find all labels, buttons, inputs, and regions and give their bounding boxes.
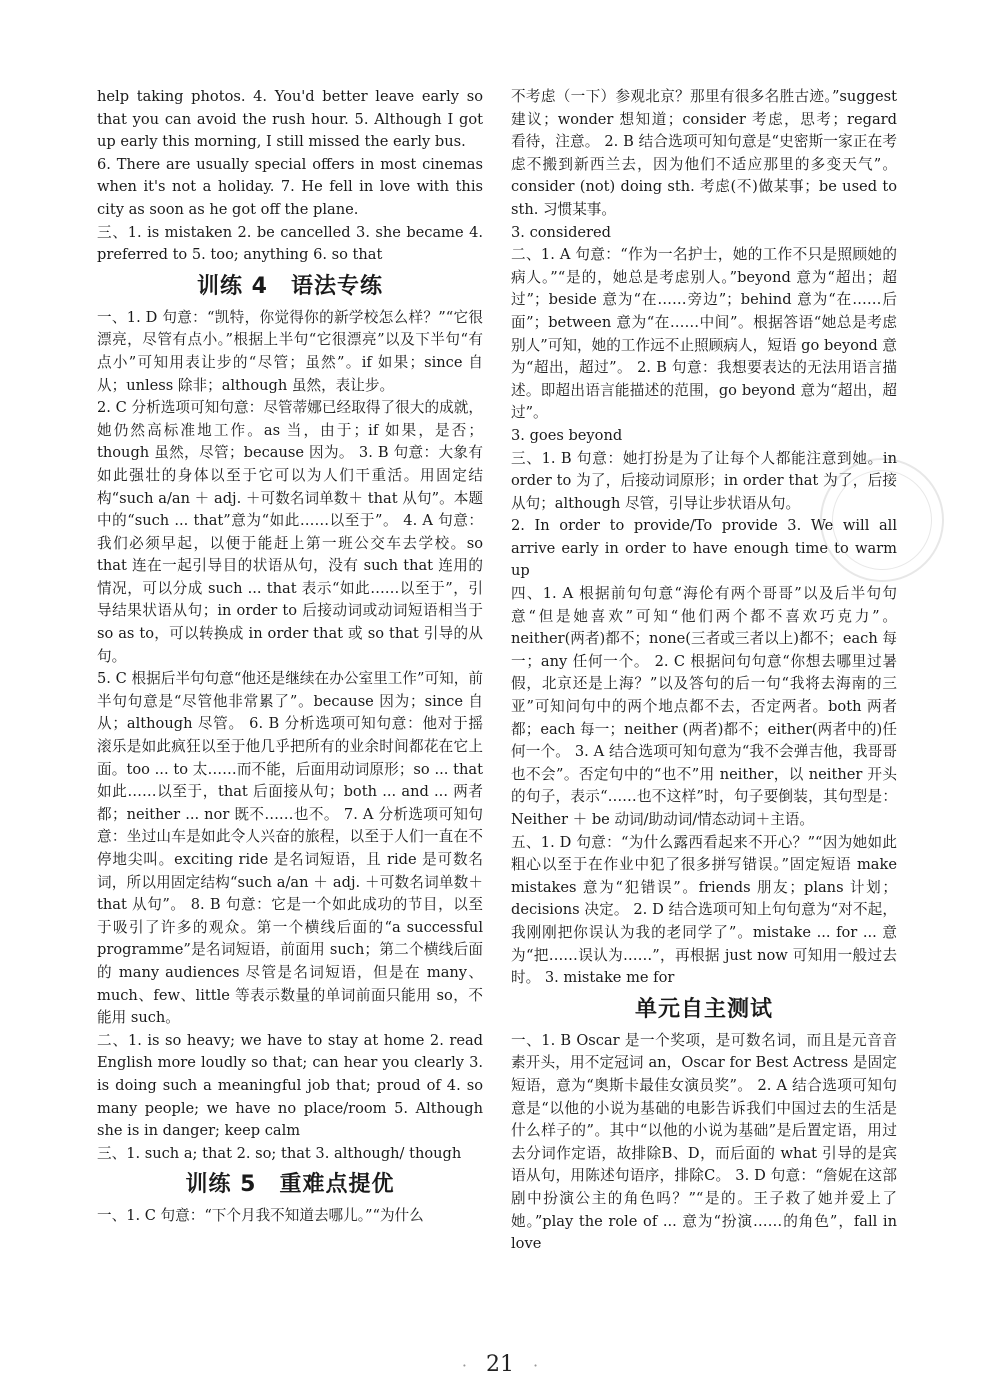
paragraph: 一、1. C 句意：“下个月我不知道去哪儿。”“为什么	[97, 1207, 424, 1225]
paragraph: 二、1. is so heavy; we have to stay at home 2. read English more loudly so that; can hear you clearly 3. is doing such a meaningful job that; proud of 4. so many people; we have no place/room 5. Although she is in danger; keep calm	[97, 1031, 483, 1140]
footer-dot: ·	[461, 1356, 467, 1375]
paragraph: 2. In order to provide/To provide 3. We will all arrive early in order to have enough time to warm up	[511, 517, 897, 580]
paragraph: help taking photos. 4. You'd better leave early so that you can avoid the rush hour. 5. Although I got up early this morning, I still missed the early bus.	[97, 88, 483, 151]
paragraph: 一、1. B Oscar 是一个奖项，是可数名词，而且是元音音素开头，用不定冠词 an，Oscar for Best Actress 是固定短语，意为“奥斯卡最佳女演员奖”。 2. A 结合选项可知句意是“以他的小说为基础的电影告诉我们中国过去的生活是什么样子的”。其中“以他的小说为基础”是后置定语，用过去分词作定语，故排除B、D，而后面的 what 引导的是宾语从句，用陈述句语序，排除C。 3. D 句意：“詹妮在这部剧中扮演公主的角色吗？”“是的。王子救了她并爱上了她。”play the role of ... 意为“扮演……的角色”，fall in love	[511, 1031, 897, 1253]
page-number-footer	[0, 1352, 1000, 1377]
paragraph: 不考虑（一下）参观北京？那里有很多名胜古迹。”suggest 建议；wonder 想知道；consider 考虑，思考；regard 看待，注意。 2. B 结合选项可知句意是“史密斯一家正在考虑不搬到新西兰去，因为他们不适应那里的多变天气”。consider (not) doing sth. 考虑(不)做某事；be used to sth. 习惯某事。	[511, 88, 897, 218]
section-heading-training-5: 训练 5 重难点提优	[185, 1172, 395, 1198]
paragraph: 2. C 分析选项可知句意：尽管蒂娜已经取得了很大的成就，她仍然高标准地工作。as 当，由于；if 如果，是否；though 虽然，尽管；because 因为。 3. B 句意：大象有如此强壮的身体以至于它可以为人们干重活。用固定结构“such a/an ＋ adj. ＋可数名词单数＋ that 从句”。本题中的“such ... that”意为“如此……以至于”。 4. A 句意：我们必须早起，以便于能赶上第一班公交车去学校。so that 连在一起引导目的状语从句，没有 such that 连用的情况，可以分成 such ... that 表示“如此……以至于”，引导结果状语从句；in order to 后接动词或动词短语相当于 so as to，可以转换成 in order that 或 so that 引导的从句。	[97, 399, 483, 665]
paragraph: 三、1. is mistaken 2. be cancelled 3. she became 4. preferred to 5. too; anything 6. so that	[97, 223, 483, 264]
paragraph: 3. considered	[511, 223, 612, 241]
footer-dot: ·	[533, 1356, 539, 1375]
paragraph: 三、1. such a; that 2. so; that 3. although/ though	[97, 1144, 462, 1162]
page-number: 21	[486, 1352, 514, 1377]
paragraph: 3. goes beyond	[511, 426, 623, 444]
section-heading-training-4: 训练 4 语法专练	[197, 273, 383, 299]
left-column	[97, 86, 483, 1228]
section-heading-unit-test: 单元自主测试	[634, 996, 773, 1022]
paragraph: 四、1. A 根据前句句意“海伦有两个哥哥”以及后半句句意“但是她喜欢”可知“他们两个都不喜欢巧克力”。neither(两者)都不；none(三者或三者以上)都不；each 每一；any 任何一个。 2. C 根据问句句意“你想去哪里过暑假，北京还是上海？”以及答句的后一句“我将去海南的三亚”可知问句中的两个地点都不去，否定两者。both 两者都；each 每一；neither (两者)都不；either(两者中的)任何一个。 3. A 结合选项可知句意为“我不会弹吉他，我哥哥也不会”。否定句中的“也不”用 neither，以 neither 开头的句子，表示“……也不这样”时，句子要倒装，其句型是：Neither ＋ be 动词/助动词/情态动词＋主语。	[511, 585, 897, 828]
paragraph: 6. There are usually special offers in most cinemas when it's not a holiday. 7. He fell in love with this city as soon as he got off the plane.	[97, 155, 483, 218]
paragraph: 三、1. B 句意：她打扮是为了让每个人都能注意到她。in order to 为了，后接动词原形；in order that 为了，后接从句；although 尽管，引导让步状语从句。	[511, 449, 897, 512]
paragraph: 5. C 根据后半句句意“他还是继续在办公室里工作”可知，前半句句意是“尽管他非常累了”。because 因为；since 自从；although 尽管。 6. B 分析选项可知句意：他对于摇滚乐是如此疯狂以至于他几乎把所有的业余时间都花在它上面。too ... to 太……而不能，后面用动词原形；so ... that 如此……以至于，that 后面接从句；both ... and ... 两者都；neither ... nor 既不……也不。 7. A 分析选项可知句意：坐过山车是如此令人兴奋的旅程，以至于人们一直在不停地尖叫。exciting ride 是名词短语，且 ride 是可数名词，所以用固定结构“such a/an ＋ adj. ＋可数名词单数＋ that 从句”。 8. B 句意：它是一个如此成功的节目，以至于吸引了许多的观众。第一个横线后面的“a successful programme”是名词短语，前面用 such；第二个横线后面的 many audiences 尽管是名词短语，但是在 many、much、few、little 等表示数量的单词前面只能用 so，不能用 such。	[97, 670, 483, 1027]
right-column	[511, 86, 897, 1256]
paragraph: 五、1. D 句意：“为什么露西看起来不开心？”“因为她如此粗心以至于在作业中犯了很多拼写错误。”固定短语 make mistakes 意为“犯错误”。friends 朋友；plans 计划；decisions 决定。 2. D 结合选项可知上句句意为“对不起，我刚刚把你误认为我的老同学了”。mistake ... for ... 意为“把……误认为……”，再根据 just now 可知用一般过去时。 3. mistake me for	[511, 833, 897, 987]
paragraph: 二、1. A 句意：“作为一名护士，她的工作不只是照顾她的病人。”“是的，她总是考虑别人。”beyond 意为“超出；超过”；beside 意为“在……旁边”；behind 意为“在……后面”；between 意为“在……中间”。根据答语“她总是考虑别人”可知，她的工作远不止照顾病人，短语 go beyond 意为“超出，超过”。 2. B 句意：我想要表达的无法用语言描述。即超出语言能描述的范围，go beyond 意为“超出，超过”。	[511, 246, 897, 422]
paragraph: 一、1. D 句意：“凯特，你觉得你的新学校怎么样？”“它很漂亮，尽管有点小。”根据上半句“它很漂亮”以及下半句“有点小”可知用表让步的“尽管；虽然”。if 如果；since 自从；unless 除非；although 虽然，表让步。	[97, 308, 483, 394]
